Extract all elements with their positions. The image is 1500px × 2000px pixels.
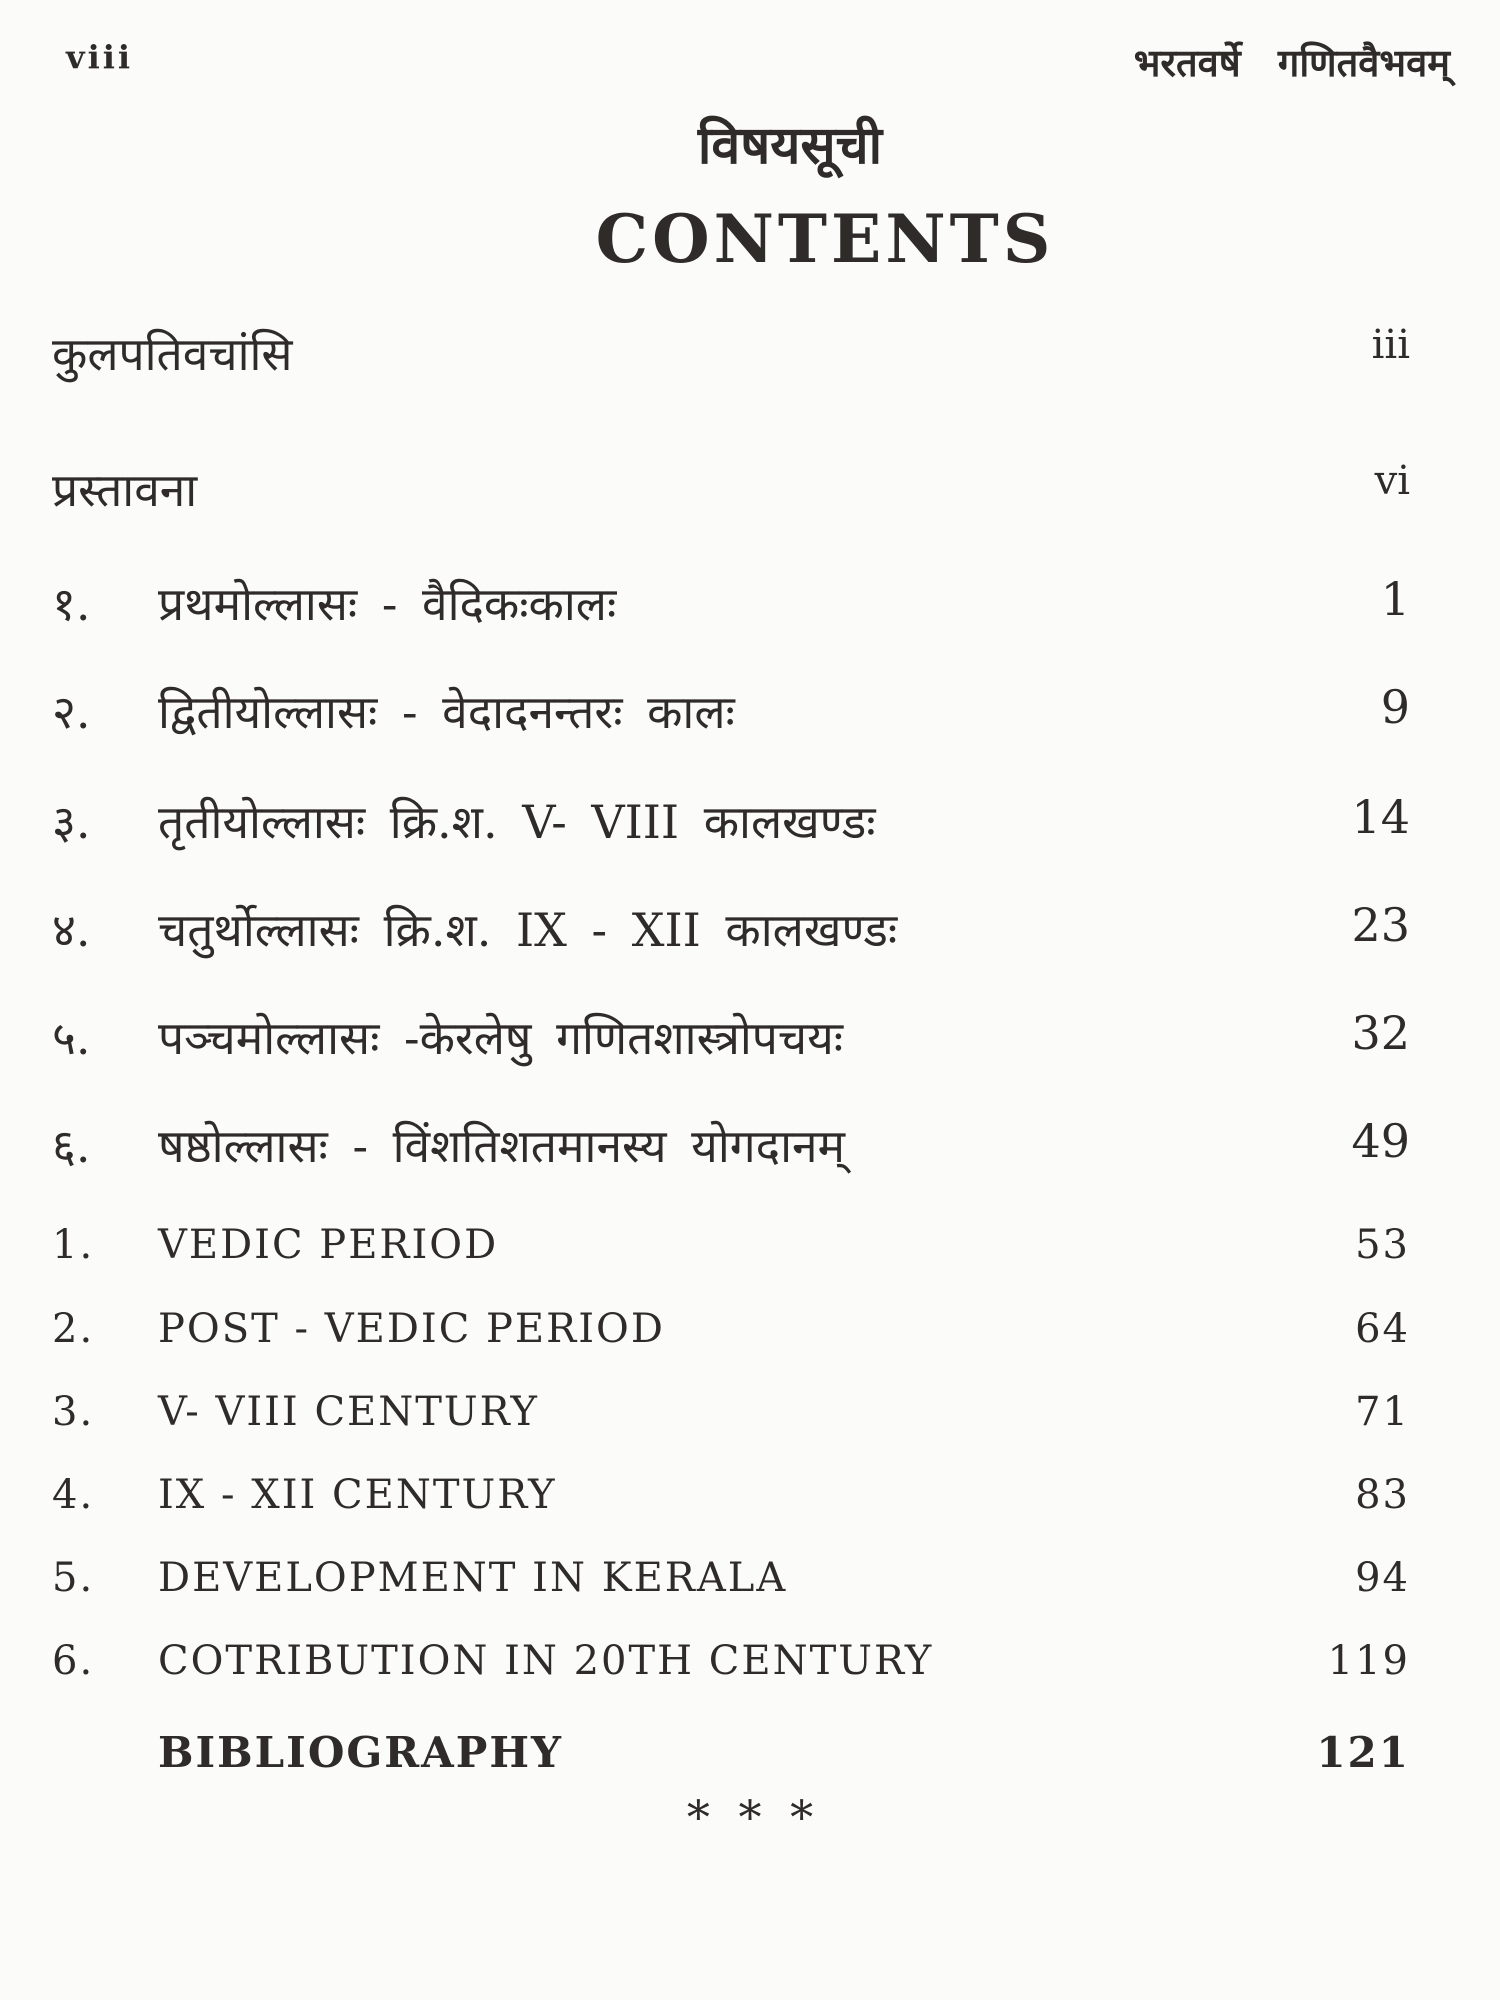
toc-page: 121 [1316,1728,1410,1777]
toc-row-sanskrit-5 [0,1006,1500,1076]
toc-row-sanskrit-1 [0,572,1500,642]
toc-page: 9 [1380,680,1410,734]
toc-number: 4. [52,1472,95,1518]
toc-label: चतुर्थोल्लासः क्रि.श. IX - XII कालखण्डः [158,903,898,957]
toc-page: 119 [1327,1638,1410,1684]
page-number-header: viii [66,38,134,76]
toc-row-sanskrit-3 [0,790,1500,860]
toc-page: 64 [1355,1306,1410,1352]
toc-number: 1. [52,1222,95,1268]
toc-page: 1 [1380,572,1410,626]
toc-number: २. [52,685,91,739]
toc-label: V- VIII CENTURY [158,1389,539,1435]
toc-label: IX - XII CENTURY [158,1472,557,1518]
toc-row-english-2 [0,1306,1500,1376]
toc-row-sanskrit-2 [0,680,1500,750]
toc-label: प्रथमोल्लासः - वैदिकःकालः [158,577,617,631]
toc-page: 23 [1351,898,1410,952]
toc-page: 49 [1351,1114,1410,1168]
toc-label: BIBLIOGRAPHY [158,1728,564,1777]
toc-page: iii [1371,322,1410,368]
toc-label: षष्ठोल्लासः - विंशतिशतमानस्य योगदानम् [158,1119,846,1173]
contents-title-english: CONTENTS [595,200,1055,278]
running-title: भरतवर्षे गणितवैभवम् [1133,40,1450,85]
toc-row-english-3 [0,1389,1500,1459]
toc-label: द्वितीयोल्लासः - वेदादनन्तरः कालः [158,685,735,739]
toc-number: 5. [52,1555,95,1601]
toc-label: कुलपतिवचांसि [52,327,293,381]
toc-number: १. [52,577,91,631]
toc-label: POST - VEDIC PERIOD [158,1306,665,1352]
toc-row-english-6 [0,1638,1500,1708]
toc-page: 53 [1355,1222,1410,1268]
toc-page: vi [1374,458,1410,504]
toc-page: 83 [1355,1472,1410,1518]
toc-number: ३. [52,795,91,849]
toc-row-sanskrit-6 [0,1114,1500,1184]
toc-label: DEVELOPMENT IN KERALA [158,1555,788,1601]
toc-row-bibliography [0,1728,1500,1798]
toc-number: ५. [52,1011,91,1065]
ornament-stars: * * * [686,1790,814,1844]
toc-page: 71 [1355,1389,1410,1435]
toc-page: 14 [1351,790,1410,844]
toc-row-front-1 [0,322,1500,392]
toc-label: तृतीयोल्लासः क्रि.श. V- VIII कालखण्डः [158,795,876,849]
toc-number: 2. [52,1306,95,1352]
toc-label: पञ्चमोल्लासः -केरलेषु गणितशास्त्रोपचयः [158,1011,844,1065]
toc-number: ४. [52,903,91,957]
contents-title-hindi: विषयसूची [697,115,883,176]
toc-page: 94 [1355,1555,1410,1601]
toc-row-english-5 [0,1555,1500,1625]
toc-number: 3. [52,1389,95,1435]
toc-number: 6. [52,1638,95,1684]
toc-number: ६. [52,1119,91,1173]
toc-row-sanskrit-4 [0,898,1500,968]
toc-row-english-1 [0,1222,1500,1292]
toc-label: COTRIBUTION IN 20TH CENTURY [158,1638,934,1684]
toc-row-english-4 [0,1472,1500,1542]
toc-page: 32 [1351,1006,1410,1060]
toc-row-front-2 [0,458,1500,528]
toc-label: VEDIC PERIOD [158,1222,499,1268]
toc-label: प्रस्तावना [52,463,198,517]
